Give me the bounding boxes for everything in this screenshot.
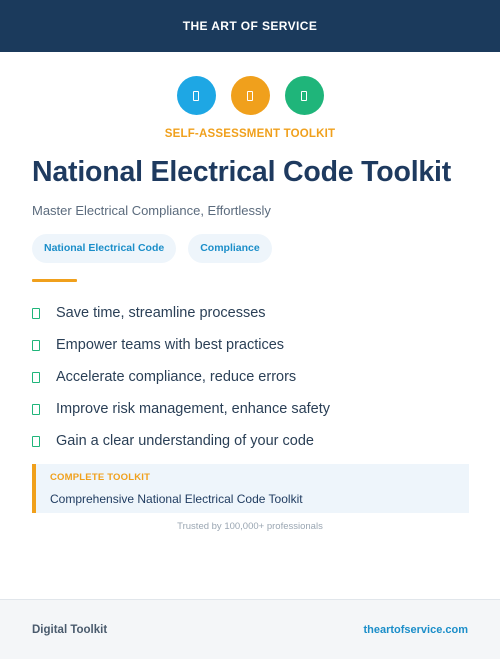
- feature-text: Improve risk management, enhance safety: [56, 401, 331, 417]
- tag-list: [32, 234, 272, 263]
- trusted-note: Trusted by 100,000+ professionals: [177, 521, 323, 532]
- feature-text: Gain a clear understanding of your code: [56, 433, 314, 449]
- feature-item: [32, 393, 472, 425]
- check-icon: [32, 404, 40, 415]
- feature-item: [32, 329, 472, 361]
- page-title: National Electrical Code Toolkit: [32, 156, 452, 188]
- feature-text: Accelerate compliance, reduce errors: [56, 369, 297, 385]
- feature-item: [32, 425, 472, 457]
- orange-document-icon: [231, 76, 270, 115]
- page-subtitle: Master Electrical Compliance, Effortlessly: [32, 203, 271, 218]
- toolkit-callout: [32, 464, 469, 513]
- accent-divider: [32, 279, 77, 282]
- footer-bar: [0, 599, 500, 659]
- brand-title: THE ART OF SERVICE: [182, 19, 318, 33]
- icon-row: [0, 76, 500, 115]
- feature-item: [32, 297, 472, 329]
- check-icon: [32, 340, 40, 351]
- feature-text: Empower teams with best practices: [56, 337, 285, 353]
- check-icon: [32, 436, 40, 447]
- feature-list: [32, 297, 472, 457]
- callout-text: Comprehensive National Electrical Code Toolkit: [50, 492, 303, 506]
- green-document-icon: [285, 76, 324, 115]
- website-link[interactable]: theartofservice.com: [363, 623, 468, 636]
- feature-item: [32, 361, 472, 393]
- blue-document-icon: [177, 76, 216, 115]
- check-icon: [32, 372, 40, 383]
- eyebrow-label: SELF-ASSESSMENT TOOLKIT: [164, 128, 336, 140]
- tag-compliance: Compliance: [188, 234, 272, 263]
- callout-label: COMPLETE TOOLKIT: [50, 472, 151, 483]
- footer-label: Digital Toolkit: [32, 623, 108, 636]
- tag-national-electrical-code: National Electrical Code: [32, 234, 176, 263]
- check-icon: [32, 308, 40, 319]
- header-bar: [0, 0, 500, 52]
- feature-text: Save time, streamline processes: [56, 305, 266, 321]
